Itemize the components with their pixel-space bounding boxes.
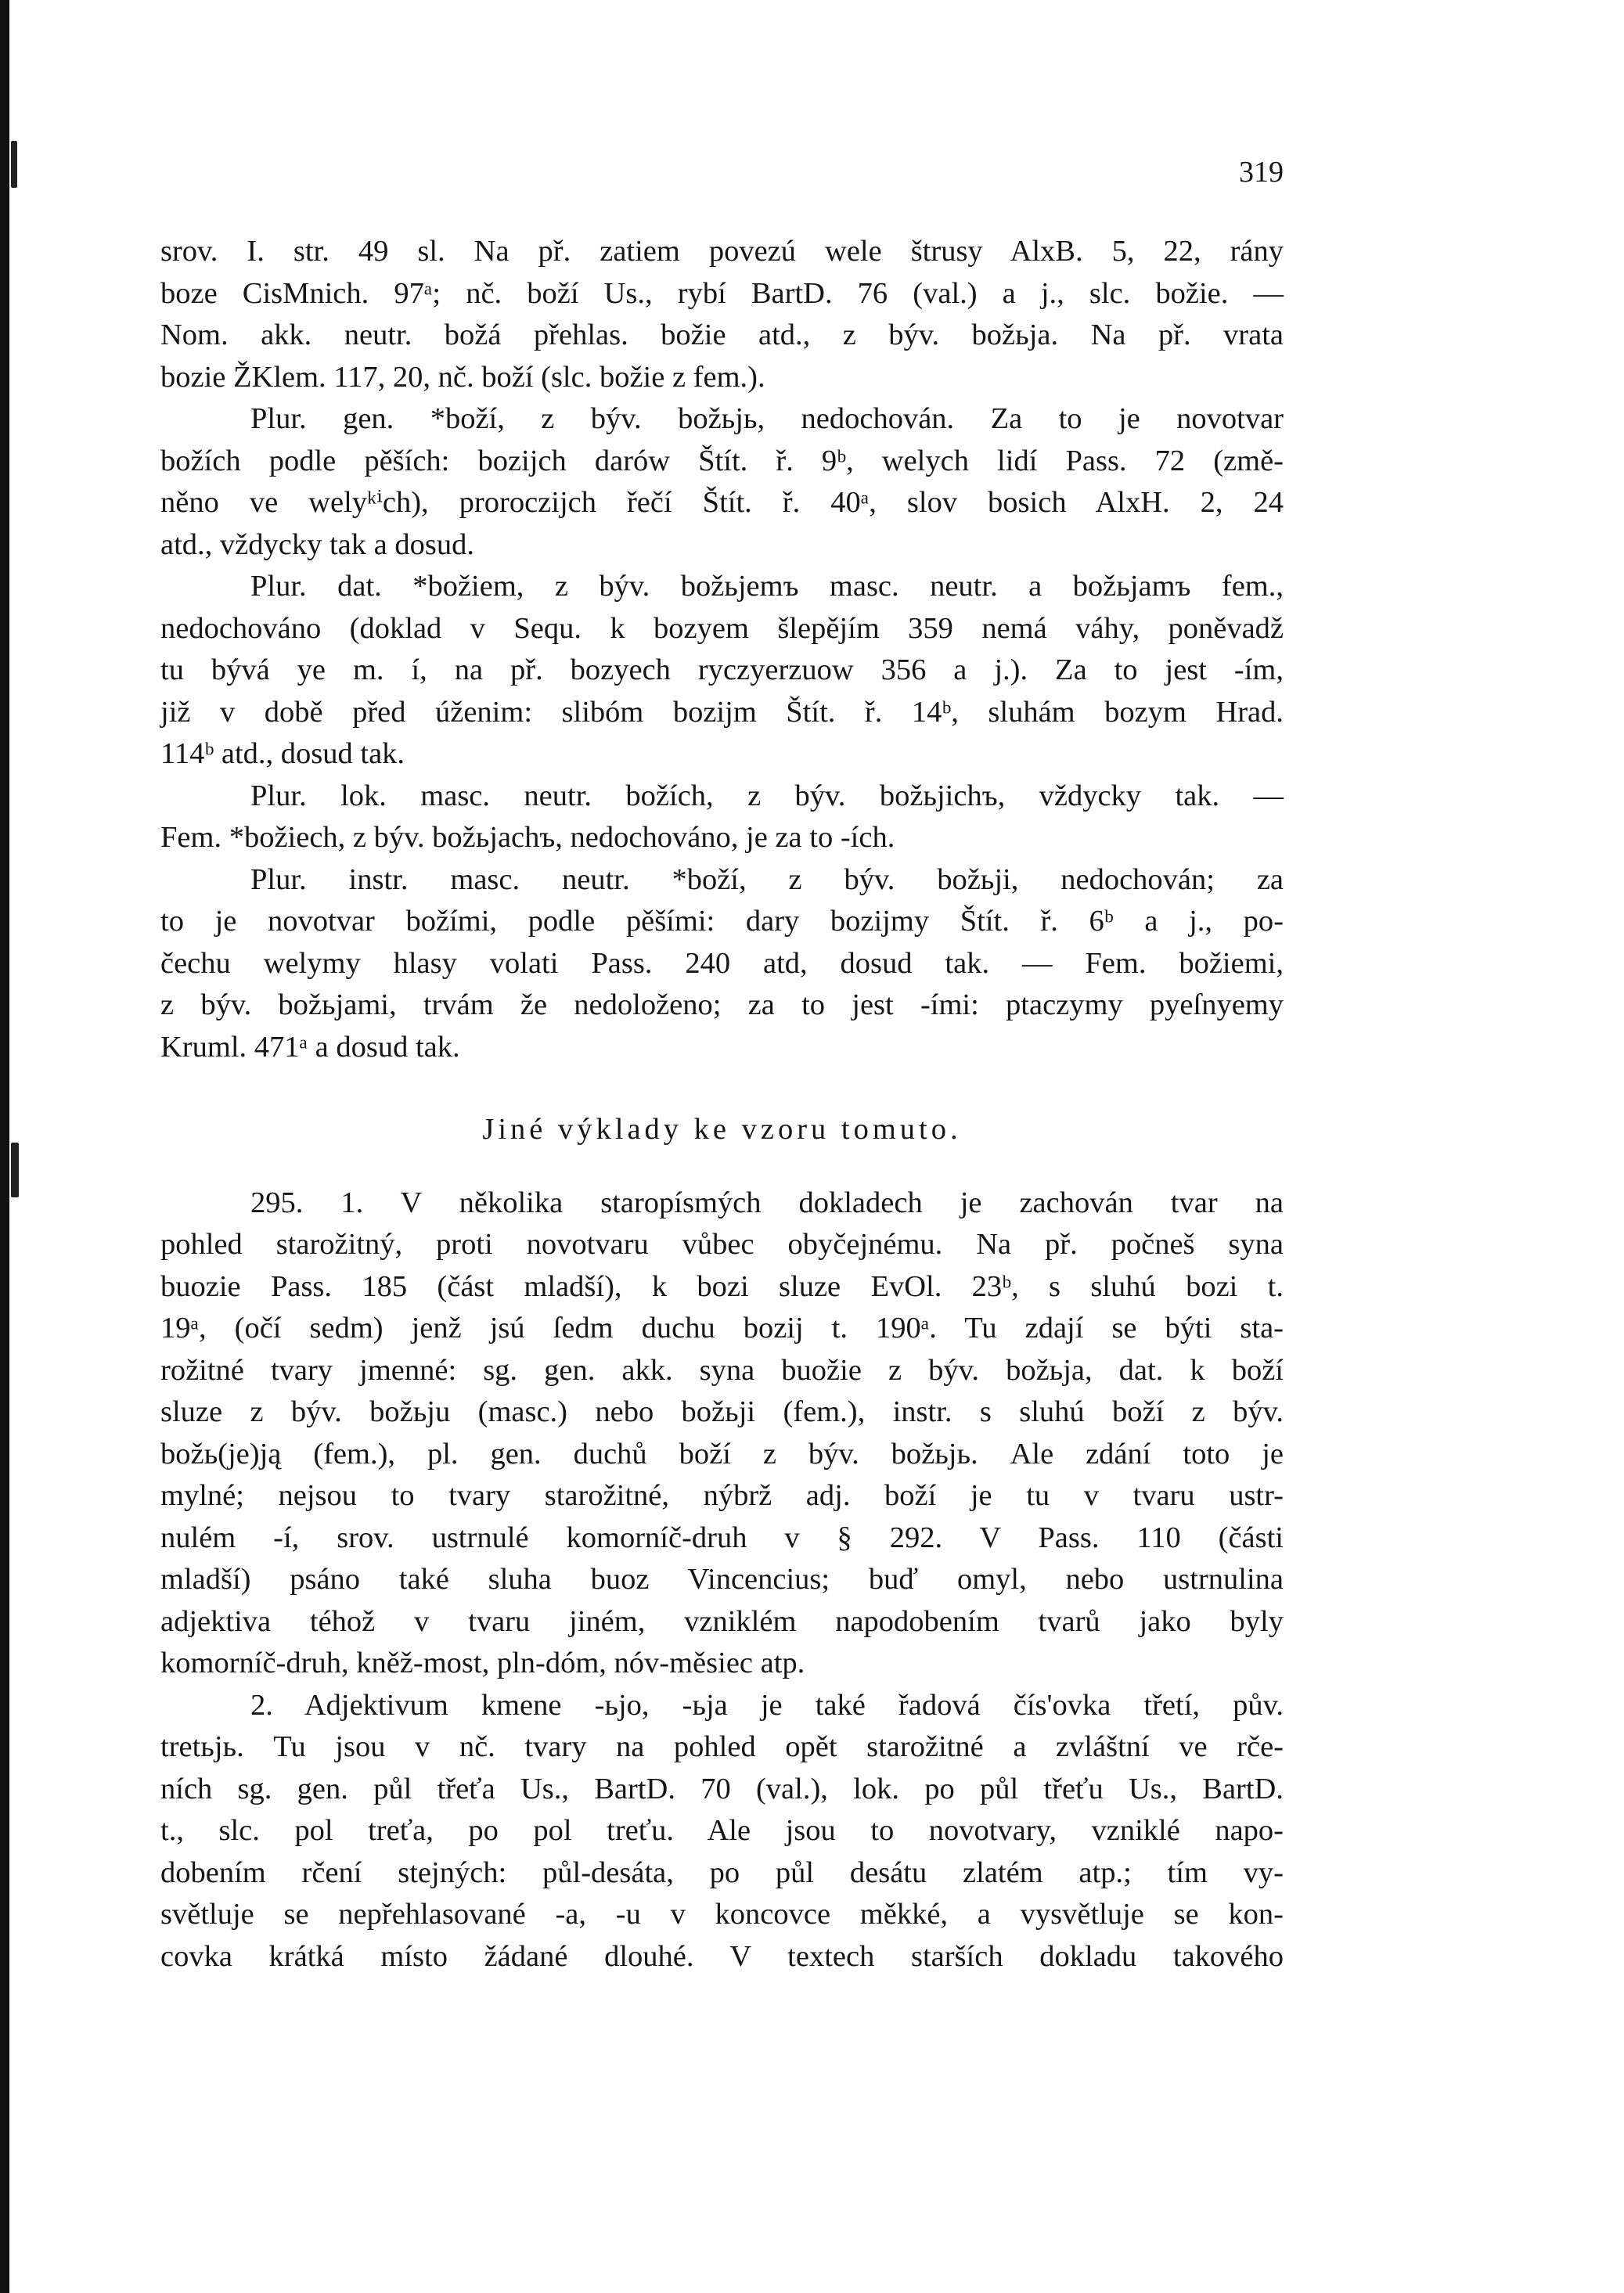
text-line: světluje se nepřehlasované -a, -u v koncovce měkké, a vysvětluje se kon- [160, 1898, 1284, 1931]
text-line: nulém -í, srov. ustrnulé komorníč-druh v § 292. V Pass. 110 (části [160, 1521, 1284, 1554]
text-line: božь(je)ją (fem.), pl. gen. duchů boží z býv. božьjь. Ale zdání toto je [160, 1437, 1284, 1470]
text-line: boze CisMnich. 97ᵃ; nč. boží Us., rybí BartD. 76 (val.) a j., slc. božie. — [160, 276, 1284, 310]
text-line: 19ᵃ, (očí sedm) jenž jsú ſedm duchu bozij t. 190ᵃ. Tu zdají se býti sta- [160, 1312, 1284, 1344]
text-line: mylné; nejsou to tvary starožitné, nýbrž adj. boží je tu v tvaru ustr- [160, 1479, 1284, 1512]
text-line: tretьjь. Tu jsou v nč. tvary na pohled opět starožitné a zvláštní ve rče- [160, 1730, 1284, 1763]
text-line: bozie ŽKlem. 117, 20, nč. boží (slc. božie z fem.). [160, 360, 765, 394]
text-line: 295. 1. V několika staropísmých dokladech je zachován tvar na [250, 1186, 1284, 1219]
text-line: nedochováno (doklad v Sequ. k bozyem šlepějím 359 nemá váhy, poněvadž [160, 611, 1284, 645]
text-line: Plur. instr. masc. neutr. *boží, z býv. božьji, nedochován; za [250, 862, 1284, 896]
text-line: Kruml. 471ᵃ a dosud tak. [160, 1030, 460, 1064]
text-line: ních sg. gen. půl třeťa Us., BartD. 70 (val.), lok. po půl třeťu Us., BartD. [160, 1772, 1284, 1805]
text-line: buozie Pass. 185 (část mladší), k bozi sluze EvOl. 23ᵇ, s sluhú bozi t. [160, 1269, 1284, 1303]
text-line: Plur. gen. *boží, z býv. božьjь, nedochován. Za to je novotvar [250, 402, 1284, 435]
text-line: srov. I. str. 49 sl. Na př. zatiem povezú wele štrusy AlxB. 5, 22, rány [160, 235, 1284, 268]
page-body [160, 231, 1284, 1978]
text-line: Fem. *božiech, z býv. božьjachъ, nedochováno, je za to -ích. [160, 821, 895, 854]
text-line: komorníč-druh, kněž-most, pln-dóm, nóv-měsiec atp. [160, 1647, 805, 1679]
section-heading: Jiné výklady ke vzoru tomuto. [482, 1113, 962, 1146]
scan-edge [0, 0, 9, 2293]
text-line: Plur. dat. *božiem, z býv. božьjemъ masc. neutr. a božьjamъ fem., [250, 570, 1284, 603]
text-line: Nom. akk. neutr. božá přehlas. božie atd., z býv. božьja. Na př. vrata [160, 319, 1284, 351]
text-line: 114ᵇ atd., dosud tak. [160, 737, 405, 770]
text-line: sluze z býv. božьju (masc.) nebo božьji (fem.), instr. s sluhú boží z býv. [160, 1395, 1284, 1428]
text-line: t., slc. pol treťa, po pol treťu. Ale jsou to novotvary, vzniklé napo- [160, 1814, 1284, 1847]
page-number: 319 [1239, 156, 1284, 189]
text-line: atd., vždycky tak a dosud. [160, 527, 474, 561]
text-line: tu bývá ye m. í, na př. bozyech ryczyerzuow 356 a j.). Za to jest -ím, [160, 653, 1284, 686]
text-line: dobením rčení stejných: půl-desáta, po půl desátu zlatém atp.; tím vy- [160, 1856, 1284, 1889]
text-line: pohled starožitný, proti novotvaru vůbec obyčejnému. Na př. počneš syna [160, 1228, 1284, 1261]
text-line: Plur. lok. masc. neutr. božích, z býv. božьjichъ, vždycky tak. — [250, 779, 1284, 812]
scan-speck [11, 141, 17, 188]
text-line: rožitné tvary jmenné: sg. gen. akk. syna buožie z býv. božьja, dat. k boží [160, 1353, 1284, 1387]
text-line: adjektiva téhož v tvaru jiném, vzniklém napodobením tvarů jako byly [160, 1604, 1284, 1638]
text-line: božích podle pěších: bozijch darów Štít. ř. 9ᵇ, welych lidí Pass. 72 (změ- [160, 444, 1284, 477]
text-line: covka krátká místo žádané dlouhé. V textech starších dokladu takového [160, 1939, 1284, 1973]
text-line: to je novotvar božími, podle pěšími: dary bozijmy Štít. ř. 6ᵇ a j., po- [160, 905, 1284, 938]
text-line: mladší) psáno také sluha buoz Vincencius; buď omyl, nebo ustrnulina [160, 1563, 1284, 1596]
text-line: 2. Adjektivum kmene -ьjo, -ьja je také řadová čís'ovka třetí, pův. [250, 1688, 1284, 1722]
text-line: již v době před úženim: slibóm bozijm Štít. ř. 14ᵇ, sluhám bozym Hrad. [160, 695, 1284, 729]
text-line: čechu welymy hlasy volati Pass. 240 atd, dosud tak. — Fem. božiemi, [160, 946, 1284, 980]
scan-speck [11, 1143, 19, 1197]
text-line: z býv. božьjami, trvám že nedoloženo; za to jest -ími: ptaczymy pyeſnyemy [160, 988, 1284, 1021]
text-line: něno ve welyᵏⁱch), proroczijch řečí Štít. ř. 40ᵃ, slov bosich AlxH. 2, 24 [160, 486, 1284, 519]
